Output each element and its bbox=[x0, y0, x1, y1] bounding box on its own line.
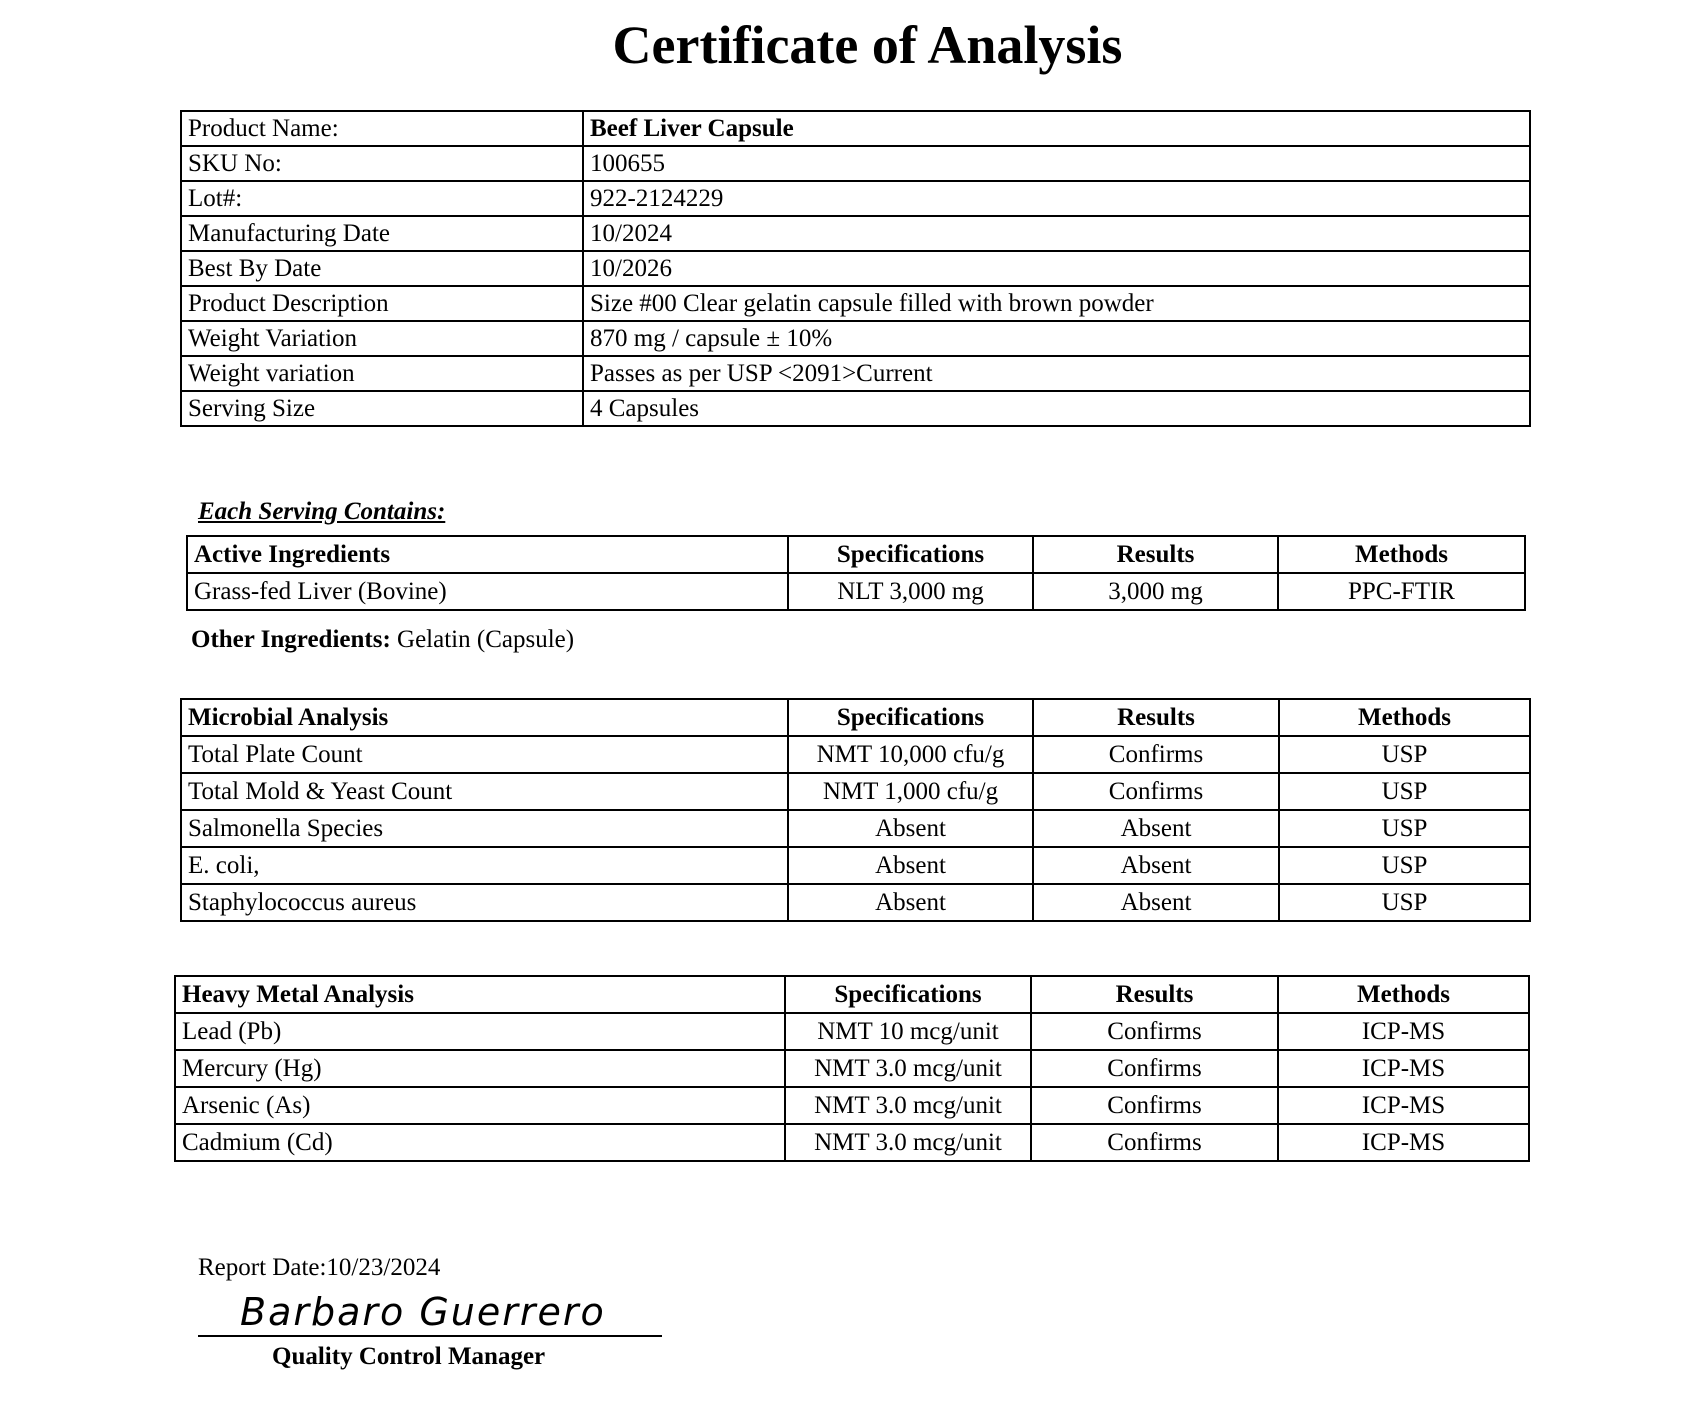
column-header: Results bbox=[1033, 699, 1279, 736]
table-cell: NMT 3.0 mcg/unit bbox=[785, 1050, 1031, 1087]
table-cell: ICP-MS bbox=[1278, 1087, 1529, 1124]
other-ingredients-label: Other Ingredients: bbox=[191, 626, 391, 653]
table-cell: Lead (Pb) bbox=[175, 1013, 785, 1050]
product-description-value: Size #00 Clear gelatin capsule filled with brown powder bbox=[583, 286, 1530, 321]
sku-value: 100655 bbox=[583, 146, 1530, 181]
product-label: SKU No: bbox=[181, 146, 583, 181]
table-cell: Confirms bbox=[1033, 773, 1279, 810]
table-row bbox=[187, 573, 1525, 610]
table-cell: Arsenic (As) bbox=[175, 1087, 785, 1124]
table-cell: Mercury (Hg) bbox=[175, 1050, 785, 1087]
table-row bbox=[181, 884, 1530, 921]
signer-title: Quality Control Manager bbox=[272, 1343, 546, 1370]
table-cell: Absent bbox=[788, 884, 1033, 921]
product-name-value: Beef Liver Capsule bbox=[583, 111, 1530, 146]
heavy-metal-analysis-table bbox=[174, 975, 1530, 1162]
microbial-analysis-table bbox=[180, 698, 1531, 922]
column-header: Results bbox=[1033, 536, 1278, 573]
table-row bbox=[181, 146, 1530, 181]
other-ingredients bbox=[191, 626, 574, 654]
report-date: Report Date:10/23/2024 bbox=[198, 1254, 441, 1281]
column-header: Results bbox=[1031, 976, 1278, 1013]
table-row bbox=[181, 356, 1530, 391]
table-cell: ICP-MS bbox=[1278, 1050, 1529, 1087]
table-cell: Grass-fed Liver (Bovine) bbox=[187, 573, 788, 610]
table-cell: NMT 1,000 cfu/g bbox=[788, 773, 1033, 810]
column-header: Specifications bbox=[788, 699, 1033, 736]
serving-heading: Each Serving Contains: bbox=[198, 498, 446, 525]
column-header: Methods bbox=[1279, 699, 1530, 736]
product-label: Product Description bbox=[181, 286, 583, 321]
table-cell: USP bbox=[1279, 736, 1530, 773]
signature-line bbox=[198, 1335, 662, 1337]
weight-variation-usp-value: Passes as per USP <2091>Current bbox=[583, 356, 1530, 391]
table-cell: Absent bbox=[788, 847, 1033, 884]
table-row bbox=[181, 391, 1530, 426]
table-cell: Staphylococcus aureus bbox=[181, 884, 788, 921]
table-row bbox=[181, 773, 1530, 810]
table-cell: Absent bbox=[1033, 884, 1279, 921]
product-info-table bbox=[180, 110, 1531, 427]
table-cell: 3,000 mg bbox=[1033, 573, 1278, 610]
table-cell: Total Plate Count bbox=[181, 736, 788, 773]
product-label: Weight Variation bbox=[181, 321, 583, 356]
table-cell: USP bbox=[1279, 884, 1530, 921]
table-cell: Confirms bbox=[1031, 1087, 1278, 1124]
manufacturing-date-value: 10/2024 bbox=[583, 216, 1530, 251]
product-label: Serving Size bbox=[181, 391, 583, 426]
table-row bbox=[181, 286, 1530, 321]
table-row bbox=[175, 1050, 1529, 1087]
table-cell: USP bbox=[1279, 773, 1530, 810]
table-row bbox=[181, 810, 1530, 847]
table-cell: USP bbox=[1279, 810, 1530, 847]
table-cell: Absent bbox=[1033, 847, 1279, 884]
column-header: Active Ingredients bbox=[187, 536, 788, 573]
table-row bbox=[181, 736, 1530, 773]
table-row bbox=[175, 1087, 1529, 1124]
weight-variation-value: 870 mg / capsule ± 10% bbox=[583, 321, 1530, 356]
table-cell: Confirms bbox=[1033, 736, 1279, 773]
table-cell: NMT 10 mcg/unit bbox=[785, 1013, 1031, 1050]
table-row bbox=[181, 251, 1530, 286]
column-header: Methods bbox=[1278, 536, 1525, 573]
table-cell: USP bbox=[1279, 847, 1530, 884]
table-row bbox=[181, 216, 1530, 251]
table-cell: Confirms bbox=[1031, 1124, 1278, 1161]
lot-value: 922-2124229 bbox=[583, 181, 1530, 216]
column-header: Heavy Metal Analysis bbox=[175, 976, 785, 1013]
table-cell: Absent bbox=[1033, 810, 1279, 847]
table-row bbox=[175, 1124, 1529, 1161]
signature: Barbaro Guerrero bbox=[240, 1290, 606, 1334]
column-header: Specifications bbox=[785, 976, 1031, 1013]
column-header: Microbial Analysis bbox=[181, 699, 788, 736]
product-label: Lot#: bbox=[181, 181, 583, 216]
column-header: Specifications bbox=[788, 536, 1033, 573]
other-ingredients-value: Gelatin (Capsule) bbox=[397, 626, 575, 653]
table-cell: Salmonella Species bbox=[181, 810, 788, 847]
table-cell: Confirms bbox=[1031, 1050, 1278, 1087]
table-cell: Total Mold & Yeast Count bbox=[181, 773, 788, 810]
product-label: Manufacturing Date bbox=[181, 216, 583, 251]
table-row bbox=[181, 321, 1530, 356]
table-cell: NLT 3,000 mg bbox=[788, 573, 1033, 610]
column-header: Methods bbox=[1278, 976, 1529, 1013]
table-cell: Confirms bbox=[1031, 1013, 1278, 1050]
table-cell: Absent bbox=[788, 810, 1033, 847]
table-cell: ICP-MS bbox=[1278, 1013, 1529, 1050]
table-row bbox=[181, 847, 1530, 884]
table-cell: E. coli, bbox=[181, 847, 788, 884]
table-header-row bbox=[181, 699, 1530, 736]
product-label: Best By Date bbox=[181, 251, 583, 286]
active-ingredients-table bbox=[186, 535, 1526, 611]
table-row bbox=[175, 1013, 1529, 1050]
product-label: Product Name: bbox=[181, 111, 583, 146]
table-header-row bbox=[175, 976, 1529, 1013]
table-cell: ICP-MS bbox=[1278, 1124, 1529, 1161]
table-row bbox=[181, 111, 1530, 146]
table-cell: NMT 3.0 mcg/unit bbox=[785, 1124, 1031, 1161]
table-cell: NMT 10,000 cfu/g bbox=[788, 736, 1033, 773]
serving-size-value: 4 Capsules bbox=[583, 391, 1530, 426]
table-cell: Cadmium (Cd) bbox=[175, 1124, 785, 1161]
table-cell: PPC-FTIR bbox=[1278, 573, 1525, 610]
table-header-row bbox=[187, 536, 1525, 573]
table-cell: NMT 3.0 mcg/unit bbox=[785, 1087, 1031, 1124]
document-title: Certificate of Analysis bbox=[612, 15, 1123, 75]
table-row bbox=[181, 181, 1530, 216]
best-by-date-value: 10/2026 bbox=[583, 251, 1530, 286]
product-label: Weight variation bbox=[181, 356, 583, 391]
